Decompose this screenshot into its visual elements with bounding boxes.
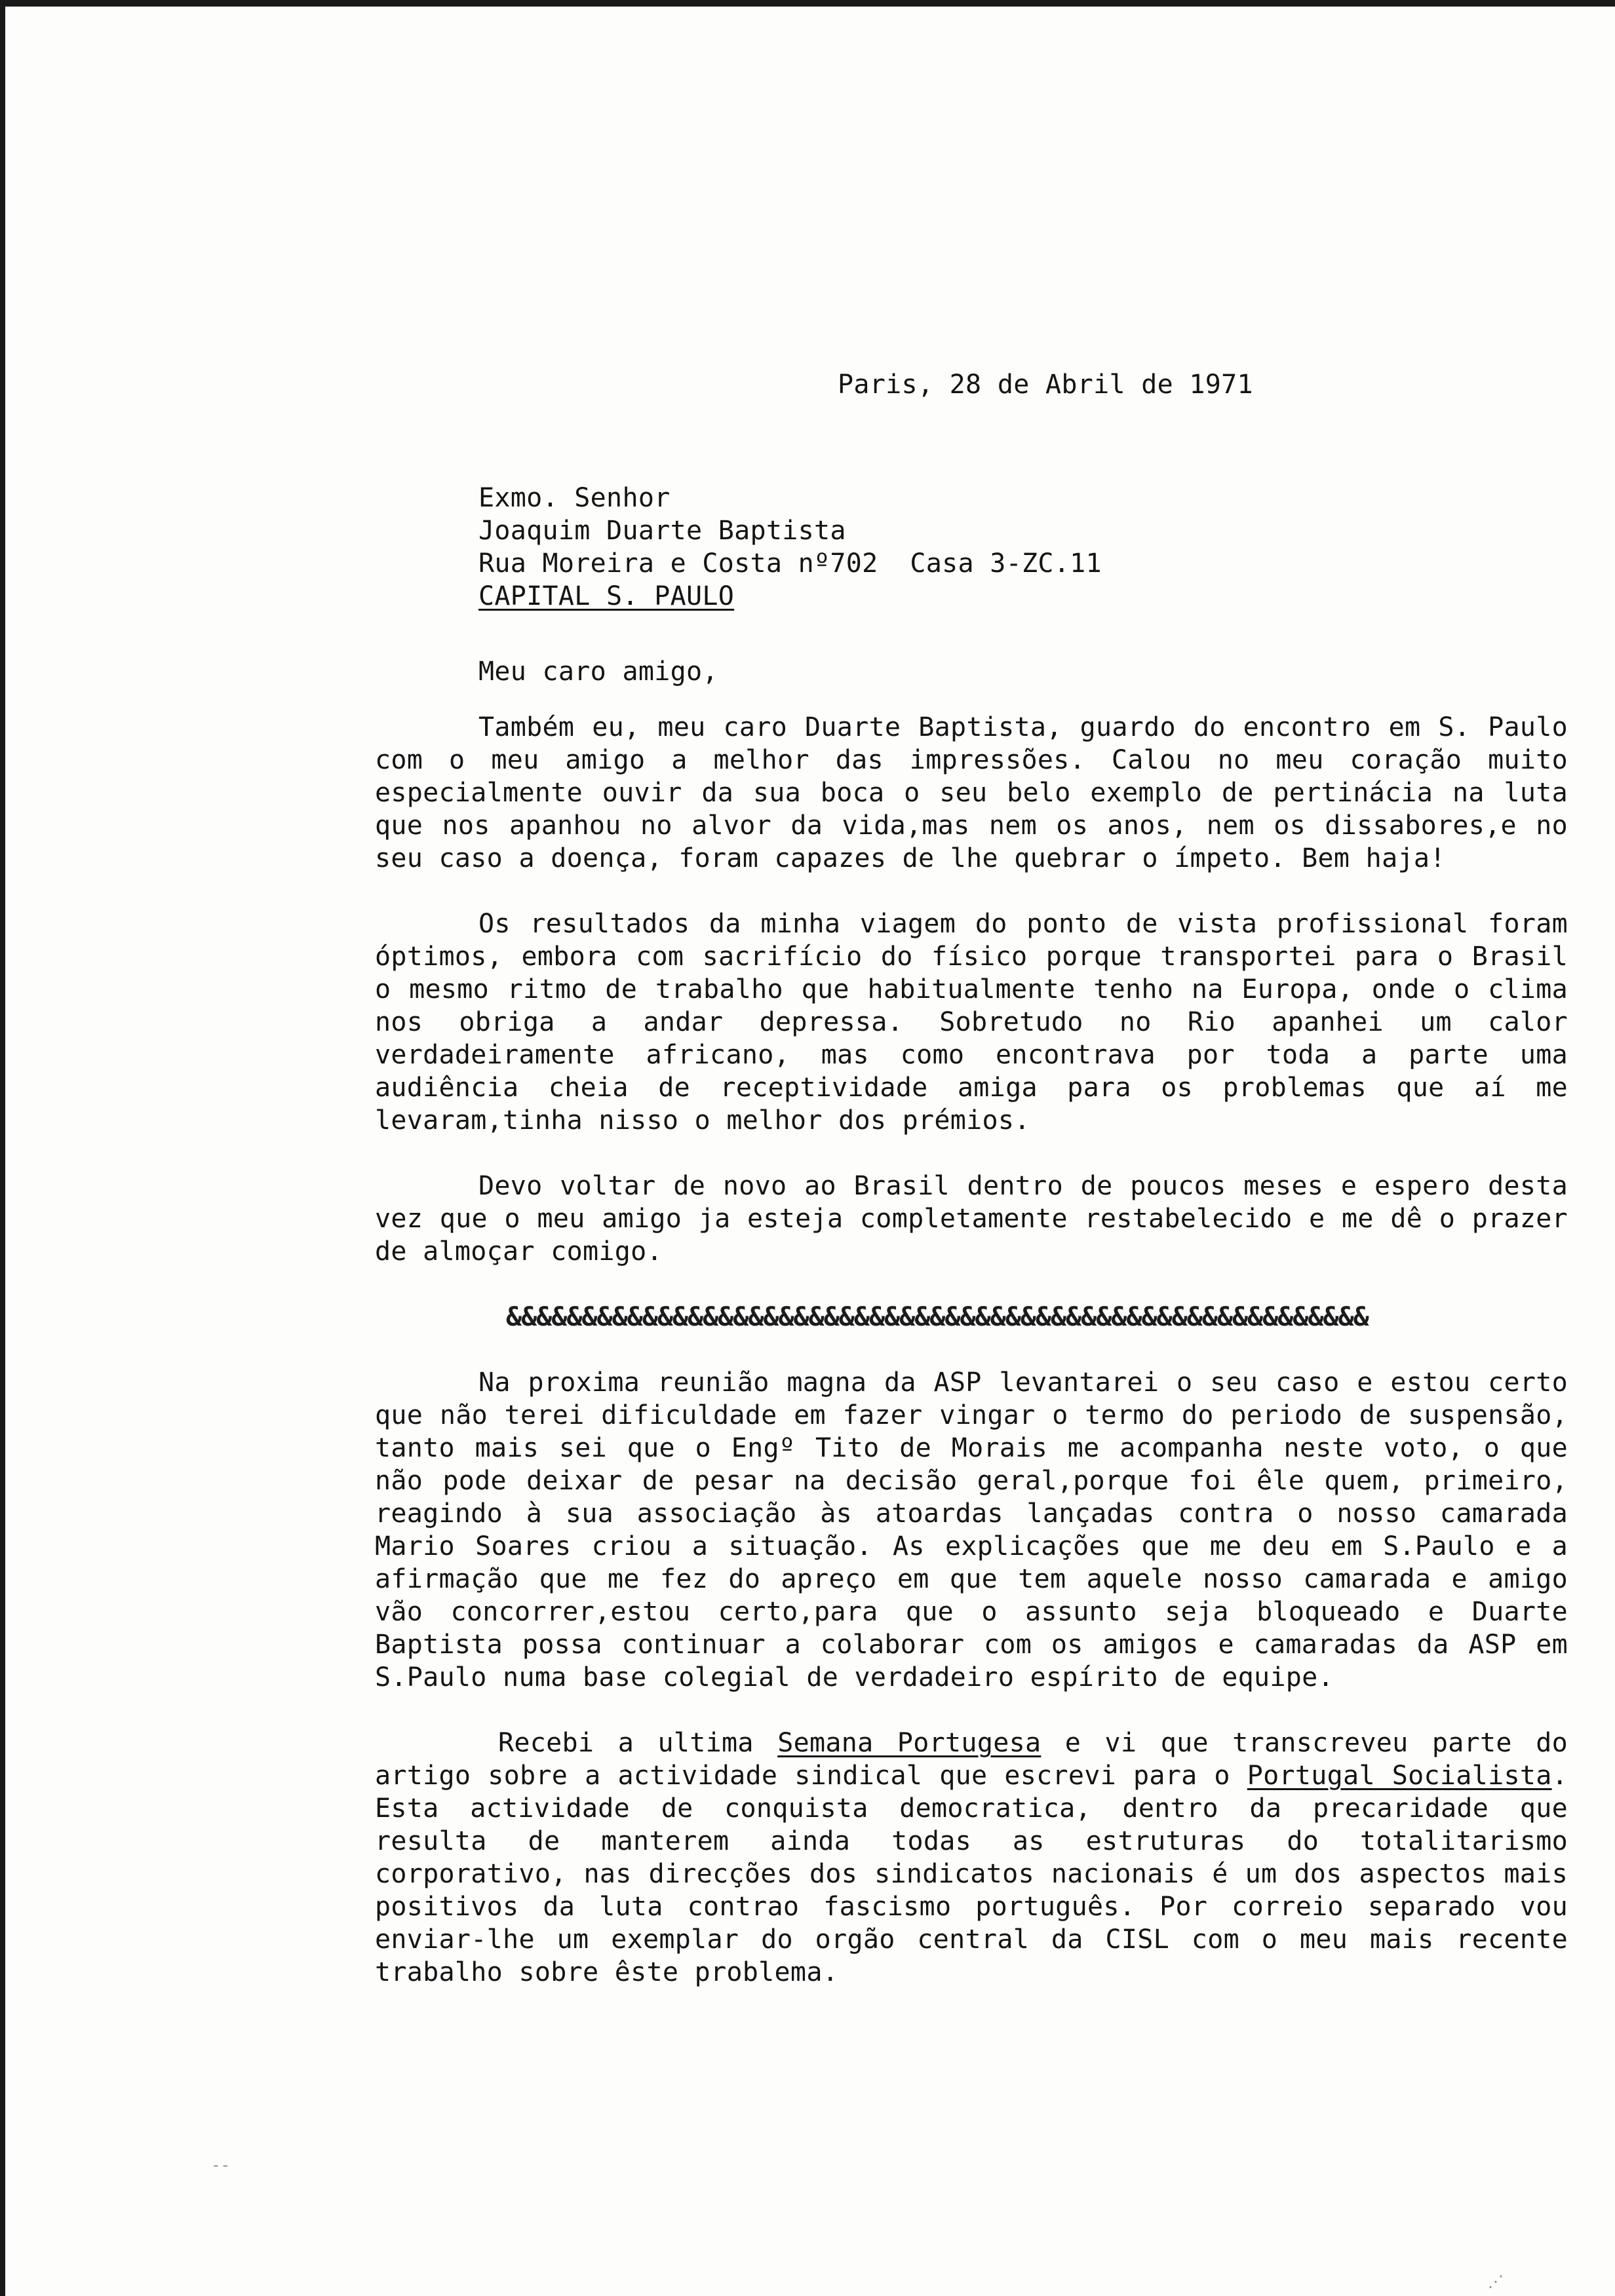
paragraph-5-part-a: Recebi a ultima [498,1728,778,1758]
paragraph-2: Os resultados da minha viagem do ponto de vista profissional foram óptimos, embora com sacrifício do físico porque transportei para o Brasil o mesmo ritmo de trabalho que habitualmente tenho na Europa, onde o clima nos obriga a andar depressa. Sobretudo no Rio apanhei um calor verdadeiramente africano, mas como encontrava por toda a parte uma audiência cheia de receptividade amiga para os problemas que aí me levaram,tinha nisso o melhor dos prémios. [375,909,1568,1136]
paragraph-3: Devo voltar de novo ao Brasil dentro de poucos meses e espero desta vez que o meu amigo ja esteja completamente restabelecido e me dê o prazer de almoçar comigo. [375,1171,1568,1267]
address-line-name: Joaquim Duarte Baptista [478,516,846,546]
address-line-honorific: Exmo. Senhor [478,483,671,513]
newspaper-title-semana: Semana Portugesa [777,1728,1041,1758]
address-line-city: CAPITAL S. PAULO [478,581,735,611]
paragraph-4: Na proxima reunião magna da ASP levantarei o seu caso e estou certo que não terei dificuldade em fazer vingar o termo do periodo de suspensão, tanto mais sei que o Engº Tito de Morais me acompanha neste voto, o que não pode deixar de pesar na decisão geral,porque foi êle quem, primeiro, reagindo à sua associação às atoardas lançadas contra o nosso camarada Mario Soares criou a situação. As explicações que me deu em S.Paulo e a afirmação que me fez do apreço em que tem aquele nosso camarada e amigo vão concorrer,estou certo,para que o assunto seja bloqueado e Duarte Baptista possa continuar a colaborar com os amigos e camaradas da ASP em S.Paulo numa base colegial de verdadeiro espírito de equipe. [375,1368,1568,1693]
scan-border-top [0,0,1615,7]
paragraph-5-part-b: e vi que transcreveu parte do artigo sobre a actividade sindical que escrevi para o [375,1728,1568,1791]
scan-speck: ⋰ [1488,2272,1504,2291]
scan-speck: -- [211,2156,230,2174]
address-line-street: Rua Moreira e Costa nº702 Casa 3-ZC.11 [478,548,1102,579]
newspaper-title-portugal-socialista: Portugal Socialista [1247,1761,1552,1791]
scan-border-left [0,0,5,2296]
salutation: Meu caro amigo, [478,657,718,687]
struck-out-line: &&&&&&&&&&&&&&&&&&&&&&&&&&&&&&&&&&&&&&&&&&&&&&&&&&&&&&&&& [506,1302,1369,1332]
letter-body [375,711,1568,2021]
paragraph-1: Também eu, meu caro Duarte Baptista, guardo do encontro em S. Paulo com o meu amigo a melhor das impressões. Calou no meu coração muito especialmente ouvir da sua boca o seu belo exemplo de pertinácia na luta que nos apanhou no alvor da vida,mas nem os anos, nem os dissabores,e no seu caso a doença, foram capazes de lhe quebrar o ímpeto. Bem haja! [375,712,1568,873]
date-line: Paris, 28 de Abril de 1971 [838,370,1253,400]
paragraph-5-part-c: . Esta actividade de conquista democratica, dentro da precaridade que resulta de manterem ainda todas as estruturas do totalitarismo corporativo, nas direcções dos sindicatos nacionais é um dos aspectos mais positivos da luta contrao fascismo português. Por correio separado vou enviar-lhe um exemplar do orgão central da CISL com o meu mais recente trabalho sobre êste problema. [375,1761,1568,1987]
recipient-address [478,482,1102,613]
paragraph-5 [375,1727,1568,1989]
